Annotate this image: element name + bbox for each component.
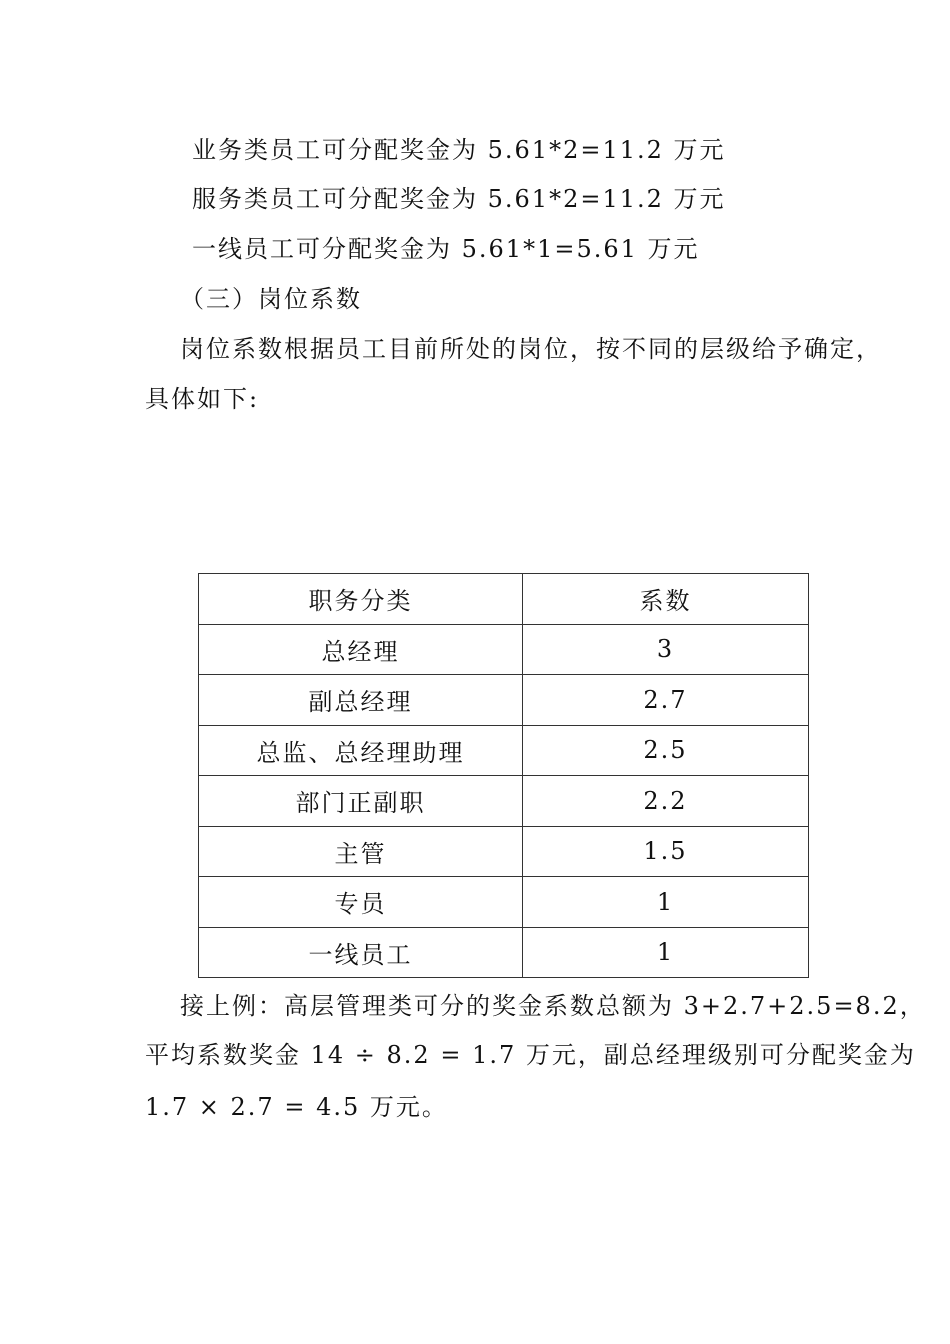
table-row bbox=[199, 675, 809, 726]
intro-line-2: 具体如下: bbox=[145, 385, 260, 413]
coefficient-cell: 1 bbox=[523, 877, 809, 928]
position-cell: 一线员工 bbox=[199, 927, 523, 978]
header-position-category: 职务分类 bbox=[199, 574, 523, 625]
coefficient-cell: 2.7 bbox=[523, 675, 809, 726]
table-row bbox=[199, 776, 809, 827]
bonus-line-service: 服务类员工可分配奖金为 5.61*2=11.2 万元 bbox=[192, 185, 726, 213]
coefficient-cell: 1 bbox=[523, 927, 809, 978]
table-row bbox=[199, 877, 809, 928]
bonus-line-business: 业务类员工可分配奖金为 5.61*2=11.2 万元 bbox=[192, 136, 726, 164]
coefficient-cell: 1.5 bbox=[523, 826, 809, 877]
position-cell: 副总经理 bbox=[199, 675, 523, 726]
position-cell: 部门正副职 bbox=[199, 776, 523, 827]
intro-line-1: 岗位系数根据员工目前所处的岗位，按不同的层级给予确定， bbox=[180, 335, 882, 363]
section-heading: （三）岗位系数 bbox=[180, 285, 362, 313]
example-line-3: 1.7 × 2.7 = 4.5 万元。 bbox=[145, 1093, 448, 1121]
position-cell: 总经理 bbox=[199, 624, 523, 675]
position-cell: 专员 bbox=[199, 877, 523, 928]
table-header-row bbox=[199, 574, 809, 625]
bonus-line-frontline: 一线员工可分配奖金为 5.61*1=5.61 万元 bbox=[192, 235, 700, 263]
position-cell: 总监、总经理助理 bbox=[199, 725, 523, 776]
example-line-1: 接上例：高层管理类可分的奖金系数总额为 3+2.7+2.5=8.2， bbox=[180, 992, 926, 1020]
example-line-2: 平均系数奖金 14 ÷ 8.2 = 1.7 万元，副总经理级别可分配奖金为 bbox=[145, 1041, 916, 1069]
coefficient-cell: 2.5 bbox=[523, 725, 809, 776]
position-cell: 主管 bbox=[199, 826, 523, 877]
table-row bbox=[199, 826, 809, 877]
table-row bbox=[199, 624, 809, 675]
header-coefficient: 系数 bbox=[523, 574, 809, 625]
table-row bbox=[199, 927, 809, 978]
position-coefficient-table bbox=[198, 573, 809, 978]
table-row bbox=[199, 725, 809, 776]
coefficient-cell: 3 bbox=[523, 624, 809, 675]
coefficient-cell: 2.2 bbox=[523, 776, 809, 827]
